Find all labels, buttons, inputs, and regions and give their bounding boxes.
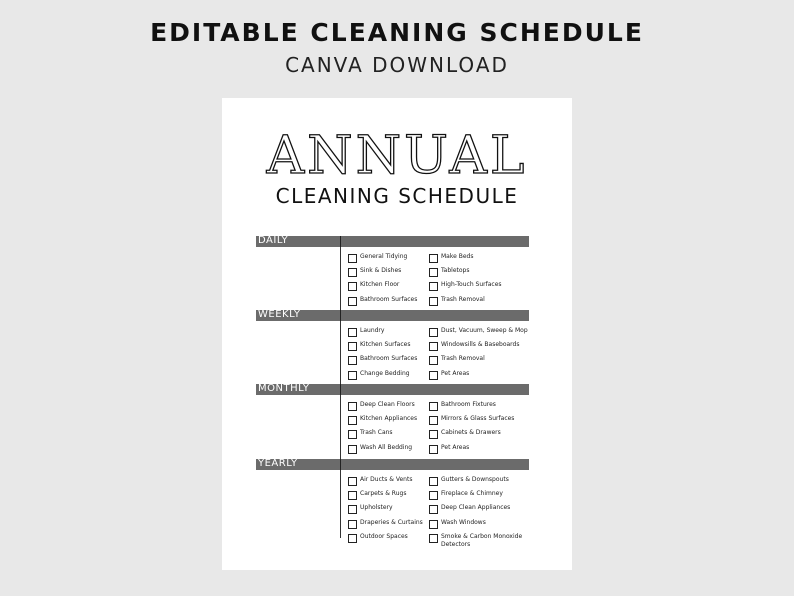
section-header-bar <box>256 384 529 395</box>
checklist-item-label: Mirrors & Glass Surfaces <box>441 415 515 423</box>
checklist-item-label: Sink & Dishes <box>360 267 402 275</box>
section-header-divider <box>340 310 341 321</box>
checkbox[interactable] <box>348 268 357 277</box>
checkbox[interactable] <box>348 356 357 365</box>
checklist-item-label: Trash Cans <box>360 429 393 437</box>
checkbox[interactable] <box>348 491 357 500</box>
checklist-item-label: Bathroom Surfaces <box>360 295 418 303</box>
checklist-item-label: Change Bedding <box>360 369 410 377</box>
checklist-item-label: Draperies & Curtains <box>360 518 423 526</box>
checkbox[interactable] <box>429 416 438 425</box>
checklist-item-label: Kitchen Appliances <box>360 415 418 423</box>
checklist-item-label: High-Touch Surfaces <box>441 281 502 289</box>
checkbox[interactable] <box>429 505 438 514</box>
checklist-item-label: Windowsills & Baseboards <box>441 341 520 349</box>
checklist-item-label: Pet Areas <box>441 369 470 377</box>
checkbox[interactable] <box>348 520 357 529</box>
section-header-divider <box>340 384 341 395</box>
checkbox[interactable] <box>429 491 438 500</box>
page-title: ANNUAL <box>266 126 528 186</box>
checklist-item-label: Wash Windows <box>441 518 486 526</box>
schedule-page <box>222 98 572 570</box>
checklist-item-label: Carpets & Rugs <box>360 490 407 498</box>
section-header-bar <box>256 459 529 470</box>
checkbox[interactable] <box>348 416 357 425</box>
checklist-item-label: Air Ducts & Vents <box>360 476 413 483</box>
section-header-label: MONTHLY <box>258 383 310 394</box>
checkbox[interactable] <box>429 520 438 529</box>
checklist-item-label: Bathroom Surfaces <box>360 355 418 363</box>
checkbox[interactable] <box>348 477 357 486</box>
checklist-item-label: General Tidying <box>360 253 408 260</box>
checklist-item-label: Make Beds <box>441 253 474 260</box>
section-monthly <box>256 383 529 451</box>
checklist-item-label: Wash All Bedding <box>360 443 413 451</box>
checkbox[interactable] <box>429 342 438 351</box>
section-header-label: YEARLY <box>258 458 298 469</box>
checklist-item-label: Pet Areas <box>441 443 470 451</box>
section-header-bar <box>256 310 529 321</box>
checklist-item-label: Outdoor Spaces <box>360 532 408 540</box>
section-header-divider <box>340 459 341 470</box>
section-weekly <box>256 309 529 377</box>
section-header-bar <box>256 236 529 247</box>
checklist-item-label: Trash Removal <box>441 295 485 303</box>
checklist-item-label: Fireplace & Chimney <box>441 490 503 498</box>
checklist-item-label: Kitchen Floor <box>360 281 400 289</box>
checkbox[interactable] <box>348 342 357 351</box>
checkbox[interactable] <box>348 505 357 514</box>
section-header-label: DAILY <box>258 235 289 246</box>
checklist-item-label: Tabletops <box>441 267 470 275</box>
checkbox[interactable] <box>429 430 438 439</box>
checklist-item-label: Bathroom Fixtures <box>441 401 496 408</box>
checkbox[interactable] <box>429 297 438 306</box>
checkbox[interactable] <box>348 282 357 291</box>
checkbox[interactable] <box>429 282 438 291</box>
checkbox[interactable] <box>429 477 438 486</box>
checkbox[interactable] <box>348 402 357 411</box>
checklist-item-label: Upholstery <box>360 504 393 512</box>
checkbox[interactable] <box>348 254 357 263</box>
checkbox[interactable] <box>348 430 357 439</box>
checkbox[interactable] <box>348 445 357 454</box>
checklist-item-label: Deep Clean Appliances <box>441 504 511 512</box>
checkbox[interactable] <box>429 268 438 277</box>
checklist-item-label: Laundry <box>360 327 385 334</box>
banner-title: EDITABLE CLEANING SCHEDULE <box>150 18 644 47</box>
checkbox[interactable] <box>429 402 438 411</box>
checkbox[interactable] <box>429 445 438 454</box>
checklist-item-label: Smoke & Carbon Monoxide Detectors <box>441 532 523 548</box>
checkbox[interactable] <box>429 534 438 543</box>
checklist-item-label: Gutters & Downspouts <box>441 476 509 483</box>
checkbox[interactable] <box>348 297 357 306</box>
checkbox[interactable] <box>429 371 438 380</box>
banner-subtitle: CANVA DOWNLOAD <box>285 53 509 77</box>
checklist-item-label: Deep Clean Floors <box>360 401 415 408</box>
checkbox[interactable] <box>429 254 438 263</box>
checklist-item-label: Trash Removal <box>441 355 485 363</box>
page-subtitle: CLEANING SCHEDULE <box>275 184 519 208</box>
section-header-label: WEEKLY <box>258 309 301 320</box>
section-daily <box>256 235 529 303</box>
checklist-item-label: Dust, Vacuum, Sweep & Mop <box>441 327 528 334</box>
checkbox[interactable] <box>348 371 357 380</box>
checkbox[interactable] <box>348 328 357 337</box>
checkbox[interactable] <box>429 328 438 337</box>
section-header-divider <box>340 236 341 247</box>
checkbox[interactable] <box>429 356 438 365</box>
section-yearly <box>256 458 529 548</box>
checklist-item-label: Cabinets & Drawers <box>441 429 501 437</box>
checkbox[interactable] <box>348 534 357 543</box>
checklist-item-label: Kitchen Surfaces <box>360 341 411 349</box>
